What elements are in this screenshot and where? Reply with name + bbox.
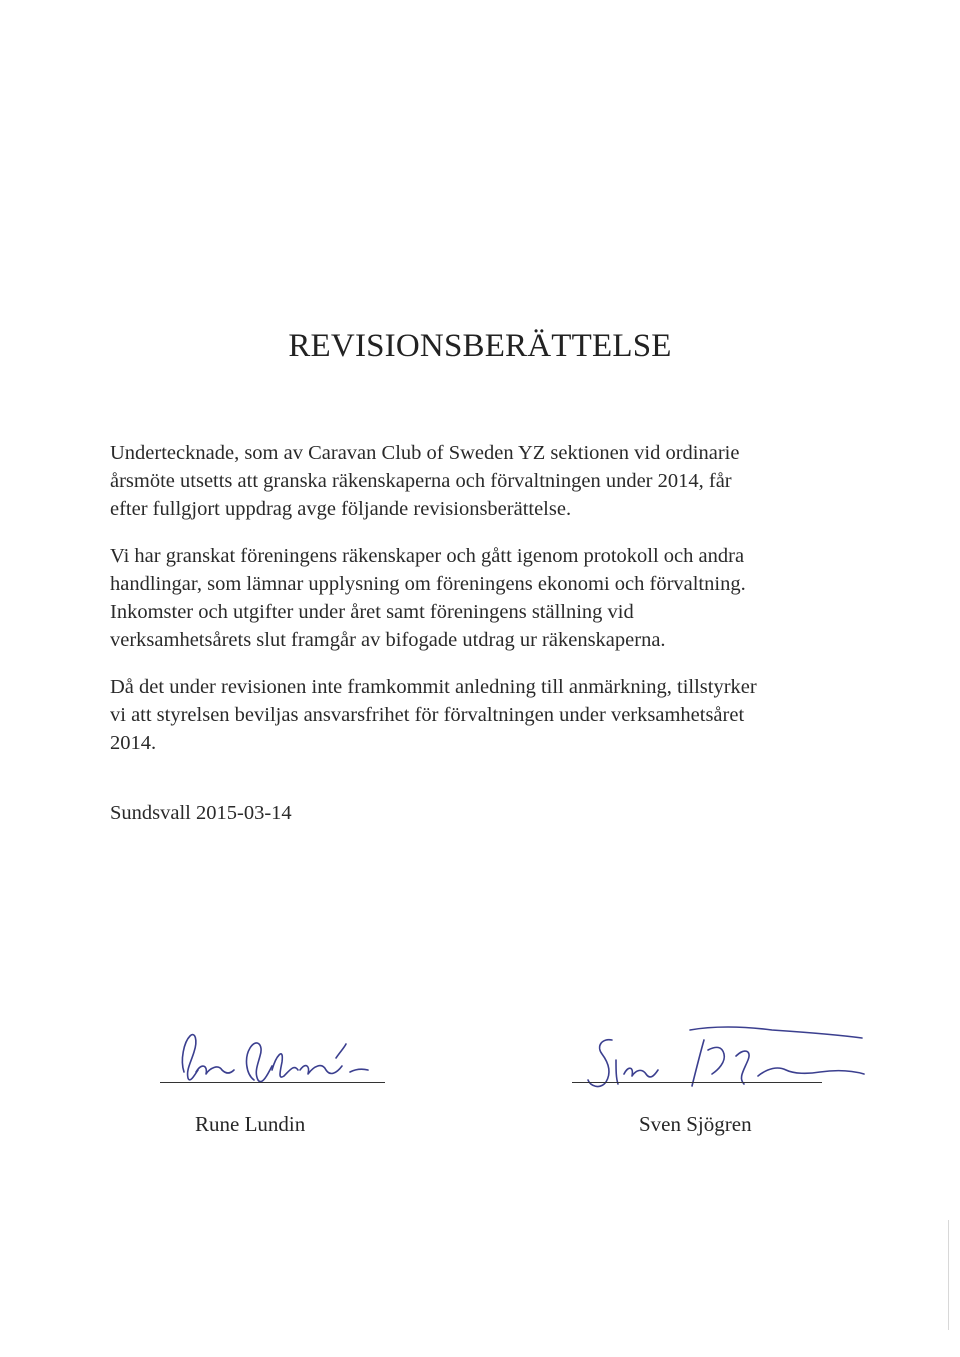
scan-edge-artifact [948,1220,949,1330]
place-and-date: Sundsvall 2015-03-14 [110,802,292,824]
paragraph-line: Vi har granskat föreningens räkenskaper och gått igenom protokoll och andra [110,545,745,567]
handwritten-signature-icon [150,1000,390,1100]
paragraph-conclusion [110,673,850,757]
paragraph-line: Inkomster och utgifter under året samt föreningens ställning vid [110,601,634,623]
signatory-name: Rune Lundin [195,1112,306,1136]
paragraph-line: 2014. [110,732,157,754]
paragraph-review [110,542,850,654]
paragraph-line: årsmöte utsetts att granska räkenskaperna och förvaltningen under 2014, får [110,470,732,492]
paragraph-intro [110,439,850,523]
handwritten-signature-icon [572,1000,872,1100]
paragraph-line: verksamhetsårets slut framgår av bifogade utdrag ur räkenskaperna. [110,629,666,651]
paragraph-line: Undertecknade, som av Caravan Club of Sweden YZ sektionen vid ordinarie [110,442,740,464]
paragraph-line: handlingar, som lämnar upplysning om föreningens ekonomi och förvaltning. [110,573,746,595]
paragraph-line: efter fullgjort uppdrag avge följande revisionsberättelse. [110,498,572,520]
signature-line [160,1082,385,1083]
signatory-name: Sven Sjögren [639,1112,752,1136]
paragraph-line: Då det under revisionen inte framkommit anledning till anmärkning, tillstyrker [110,676,757,698]
paragraph-line: vi att styrelsen beviljas ansvarsfrihet för förvaltningen under verksamhetsåret [110,704,745,726]
document-title: REVISIONSBERÄTTELSE [288,328,672,364]
signature-line [572,1082,822,1083]
